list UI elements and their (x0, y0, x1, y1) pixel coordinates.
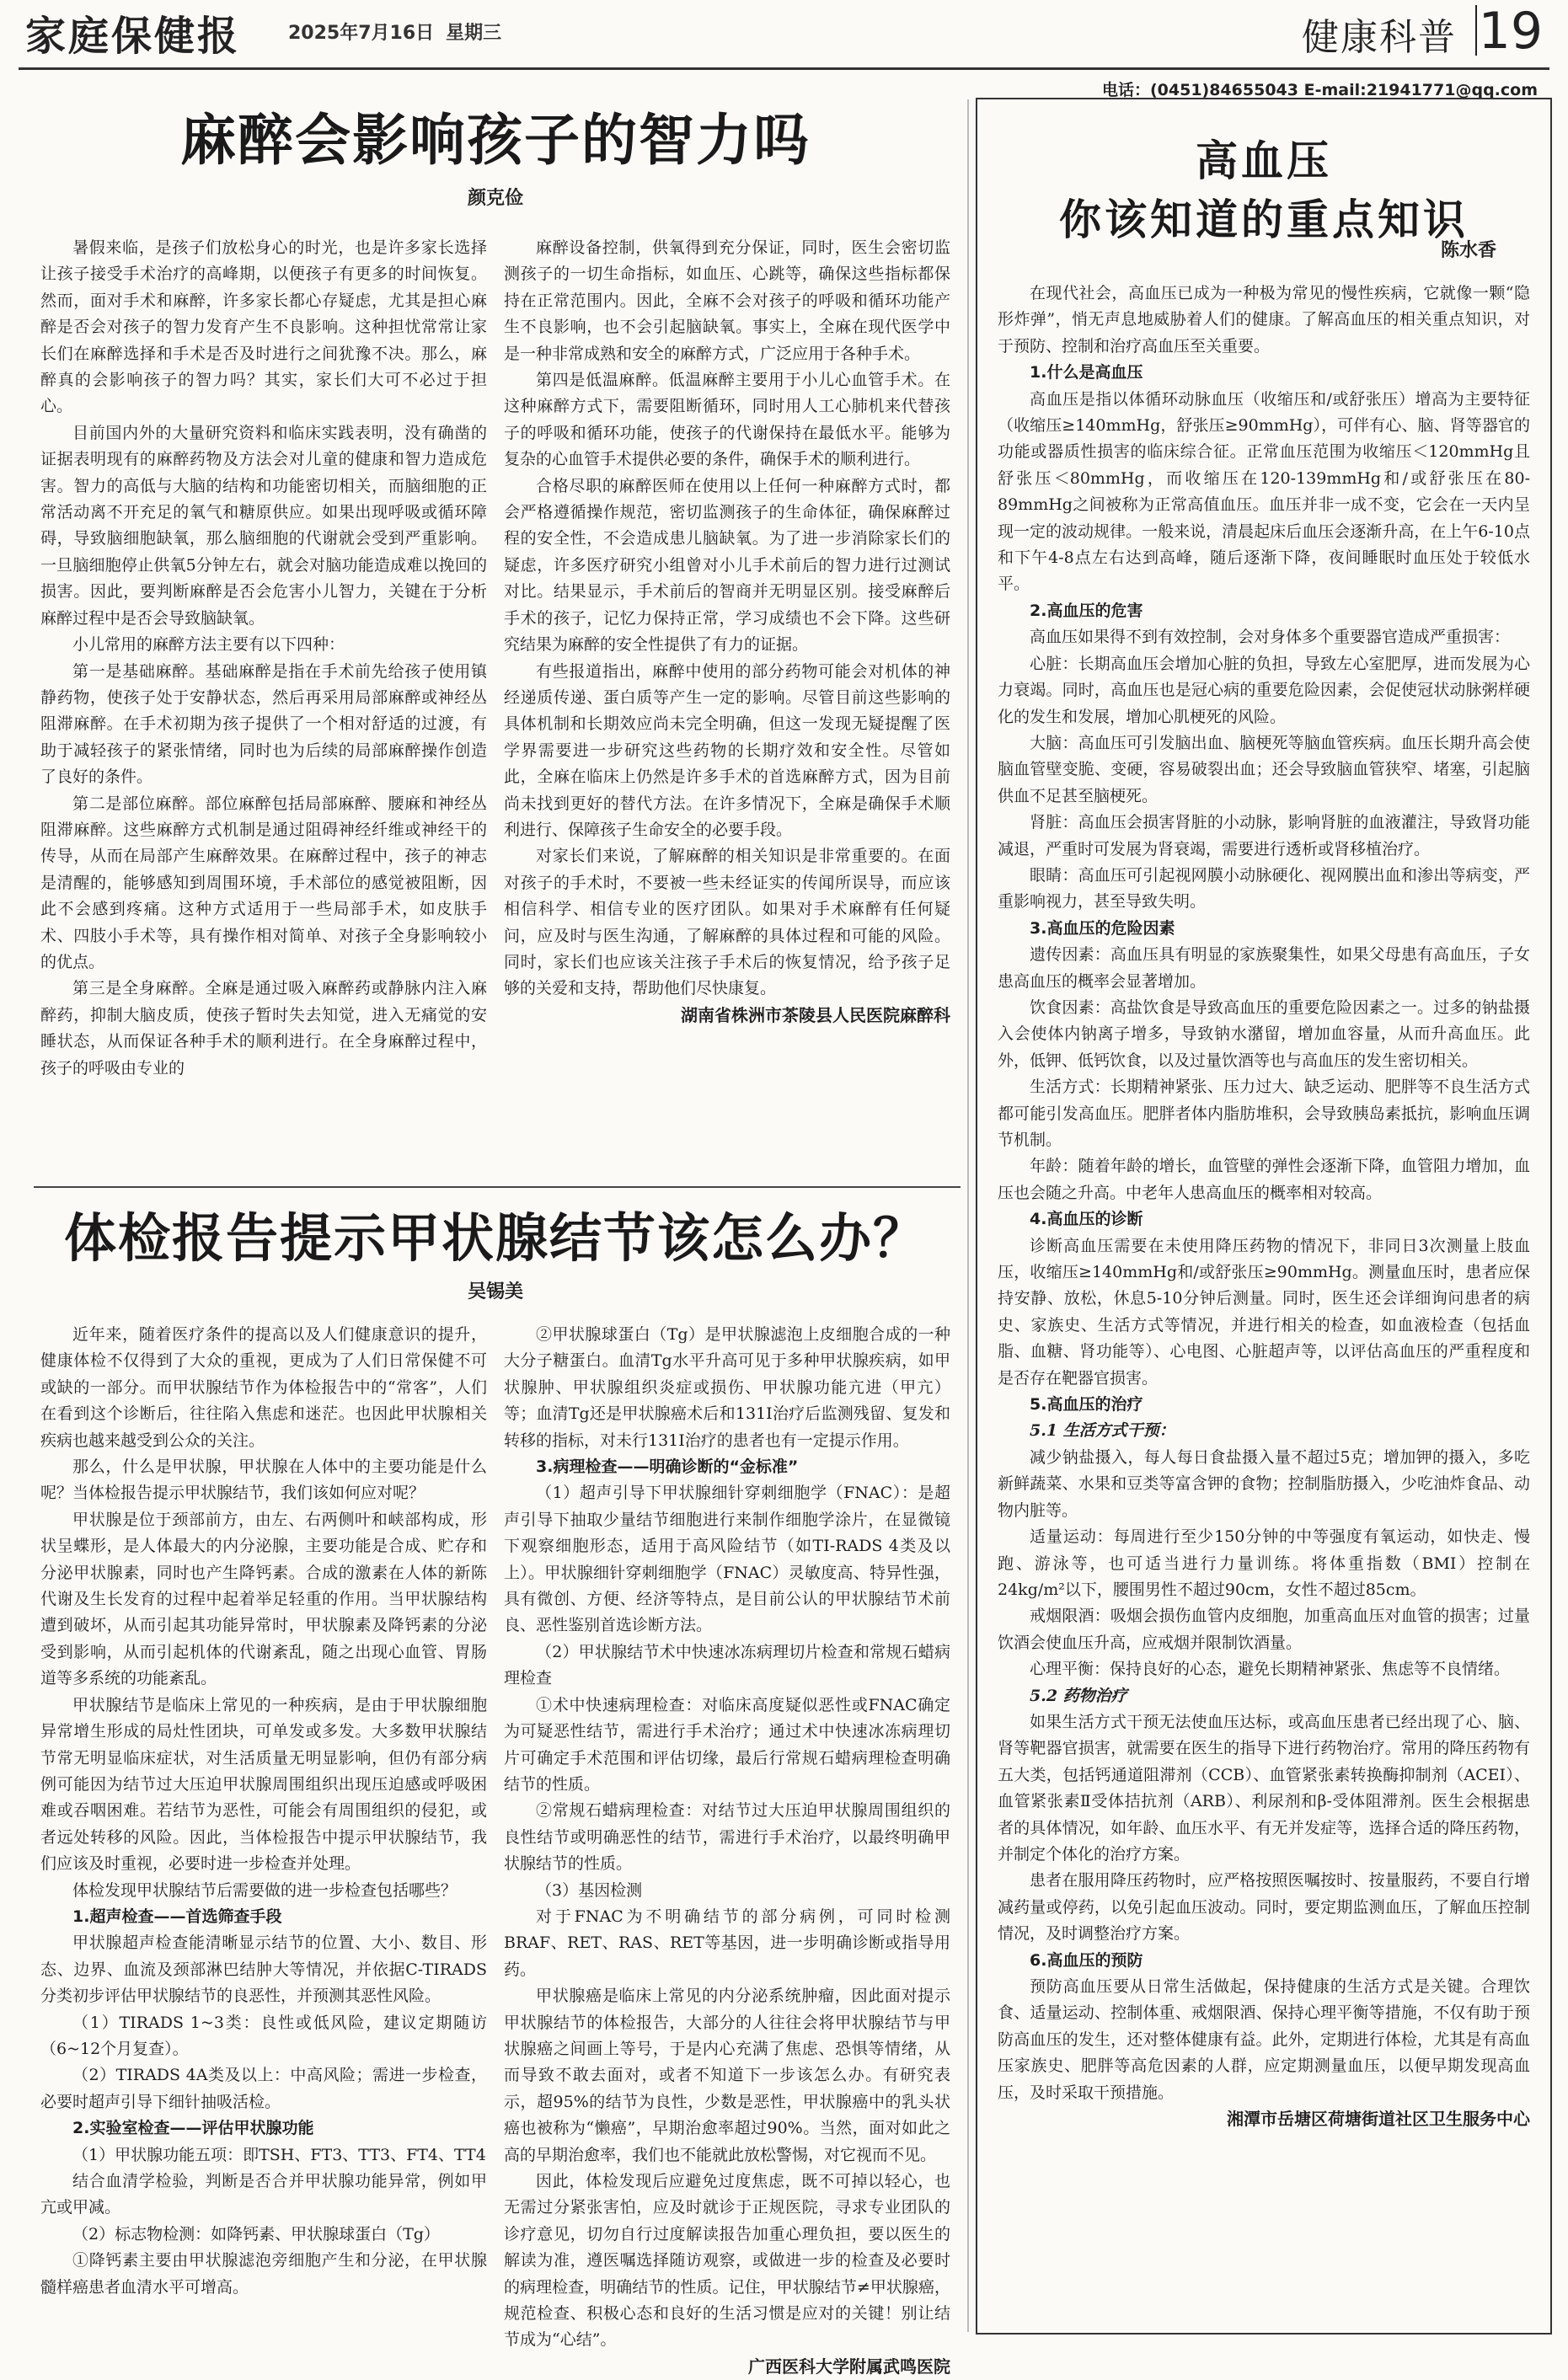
paragraph: 甲状腺癌是临床上常见的内分泌系统肿瘤，因此面对提示甲状腺结节的体检报告，大部分的人往往会将甲状腺结节与甲状腺癌之间画上等号，于是内心充满了焦虑、恐惧等情绪，从而导致不敢去面对，或者不知道下一步该怎么办。有研究表示，超95%的结节为良性，少数是恶性，甲状腺癌中的乳头状癌也被称为“懒癌”，早期治愈率超过90%。当然，面对如此之高的早期治愈率，我们也不能就此放松警惕，对它视而不见。 (504, 1987, 950, 2164)
masthead (19, 0, 1549, 71)
weekday-text: 星期三 (446, 23, 502, 44)
paragraph: ①术中快速病理检查：对临床高度疑似恶性或FNAC确定为可疑恶性结节，需进行手术治疗；通过术中快速冰冻病理切片可确定手术范围和评估切缘，最后行常规石蜡病理检查明确结节的性质。 (504, 1695, 950, 1794)
article-author: 陈水香 (1440, 240, 1496, 261)
masthead-rule (19, 67, 1549, 70)
contact-line: 电话：(0451)84655043 E-mail:21941771@qq.com (1101, 81, 1538, 99)
paragraph: 甲状腺是位于颈部前方，由左、右两侧叶和峡部构成，形状呈蝶形，是人体最大的内分泌腺，主要功能是合成、贮存和分泌甲状腺素，同时也产生降钙素。合成的激素在人体的新陈代谢及生长发育的过程中起着举足轻重的作用。当甲状腺结构遭到破坏，从而引起其功能异常时，甲状腺素及降钙素的分泌受到影响，从而引起机体的代谢紊乱，随之出现心血管、胃肠道等多系统的功能紊乱。 (40, 1510, 487, 1688)
title-line-2: 你该知道的重点知识 (1059, 195, 1469, 244)
paragraph: 第三是全身麻醉。全麻是通过吸入麻醉药或静脉内注入麻醉药，抑制大脑皮质，使孩子暂时失去知觉，进入无痛觉的安睡状态，从而保证各种手术的顺利进行。在全身麻醉过程中，孩子的呼吸由专业的 (40, 979, 487, 1078)
paragraph: 如果生活方式干预无法使血压达标，或高血压患者已经出现了心、脑、肾等靶器官损害，就需要在医生的指导下进行药物治疗。常用的降压药物有五大类，包括钙通道阻滞剂（CCB）、血管紧张素转换酶抑制剂（ACEI）、血管紧张素Ⅱ受体拮抗剂（ARB）、利尿剂和β-受体阻滞剂。医生会根据患者的具体情况，如年龄、血压水平、有无并发症等，选择合适的降压药物，并制定个体化的治疗方案。 (998, 1712, 1530, 1864)
paragraph: 生活方式：长期精神紧张、压力过大、缺乏运动、肥胖等不良生活方式都可能引发高血压。肥胖者体内脂肪堆积，会导致胰岛素抵抗，影响血压调节机制。 (998, 1078, 1530, 1149)
section-divider (34, 1186, 961, 1188)
column-separator (967, 99, 969, 2332)
article-title: 麻醉会影响孩子的智力吗 (180, 107, 811, 173)
paragraph: 甲状腺结节是临床上常见的一种疾病，是由于甲状腺细胞异常增生形成的局灶性团块，可单发或多发。大多数甲状腺结节常无明显临床症状，对生活质量无明显影响，但仍有部分病例可能因为结节过大压迫甲状腺周围组织出现压迫感或呼吸困难或吞咽困难。若结节为恶性，可能会有周围组织的侵犯，或者远处转移的风险。因此，当体检报告中提示甲状腺结节，我们应该及时重视，必要时进一步检查并处理。 (40, 1695, 487, 1874)
paragraph: 甲状腺超声检查能清晰显示结节的位置、大小、数目、形态、边界、血流及颈部淋巴结肿大等情况，并依据C-TIRADS分类初步评估甲状腺结节的良恶性，并预测其恶性风险。 (40, 1933, 487, 2006)
article-author: 颜克俭 (467, 188, 523, 209)
paragraph: 体检发现甲状腺结节后需要做的进一步检查包括哪些？ (72, 1880, 458, 1900)
paragraph: 减少钠盐摄入，每人每日食盐摄入量不超过5克；增加钾的摄入，多吃新鲜蔬菜、水果和豆类等富含钾的食物；控制脂肪摄入，少吃油炸食品、动物内脏等。 (998, 1447, 1530, 1520)
paragraph: 戒烟限酒：吸烟会损伤血管内皮细胞，加重高血压对血管的损害；过量饮酒会使血压升高，应戒烟并限制饮酒量。 (998, 1607, 1530, 1652)
author-affiliation: 广西医科大学附属武鸣医院 (748, 2356, 950, 2377)
paragraph: 目前国内外的大量研究资料和临床实践表明，没有确凿的证据表明现有的麻醉药物及方法会对儿童的健康和智力造成危害。智力的高低与大脑的结构和功能密切相关，而脑细胞的正常活动离不开充足的氧气和糖原供应。如果出现呼吸或循环障碍，导致脑细胞缺氧，那么脑细胞的代谢就会受到严重影响。一旦脑细胞停止供氧5分钟左右，就会对脑功能造成难以挽回的损害。因此，要判断麻醉是否会危害小儿智力，关键在于分析麻醉过程中是否会导致脑缺氧。 (40, 423, 487, 628)
subheading: 4.高血压的诊断 (1030, 1210, 1143, 1229)
subheading: 6.高血压的预防 (1030, 1950, 1143, 1970)
paragraph: 对家长们来说，了解麻醉的相关知识是非常重要的。在面对孩子的手术时，不要被一些未经证实的传闻所误导，而应该相信科学、相信专业的医疗团队。如果对手术麻醉有任何疑问，应及时与医生沟通，了解麻醉的具体过程和可能的风险。同时，家长们也应该关注孩子手术后的恢复情况，给予孩子足够的关爱和支持，帮助他们尽快康复。 (504, 847, 950, 998)
paragraph: 遗传因素：高血压具有明显的家族聚集性，如果父母患有高血压，子女患高血压的概率会显著增加。 (998, 945, 1530, 991)
subheading: 2.实验室检查——评估甲状腺功能 (72, 2119, 314, 2138)
paragraph: （2）标志物检测：如降钙素、甲状腺球蛋白（Tg） (72, 2224, 440, 2244)
paragraph: （3）基因检测 (536, 1880, 643, 1900)
paragraph: 预防高血压要从日常生活做起，保持健康的生活方式是关键。合理饮食、适量运动、控制体重、戒烟限酒、保持心理平衡等措施，不仅有助于预防高血压的发生，还对整体健康有益。此外，定期进行体检，尤其是有高血压家族史、肥胖等高危因素的人群，应定期测量血压，以便早期发现高血压，及时采取干预措施。 (998, 1977, 1530, 2102)
paragraph: （2）TIRADS 4A类及以上：中高风险；需进一步检查，必要时超声引导下细针抽吸活检。 (40, 2066, 487, 2111)
article-columns (40, 1322, 950, 2377)
article-anesthesia (40, 99, 950, 1182)
article-hypertension (976, 98, 1552, 2335)
article-author: 吴锡美 (467, 1281, 523, 1302)
issue-date (288, 19, 501, 45)
paragraph: 肾脏：高血压会损害肾脏的小动脉，影响肾脏的血液灌注，导致肾功能减退，严重时可发展为肾衰竭，需要进行透析或肾移植治疗。 (998, 813, 1530, 858)
paragraph: 小儿常用的麻醉方法主要有以下四种： (72, 635, 345, 655)
paragraph: 有些报道指出，麻醉中使用的部分药物可能会对机体的神经递质传递、蛋白质等产生一定的影响。尽管目前这些影响的具体机制和长期效应尚未完全明确，但这一发现无疑提醒了医学界需要进一步研究这些药物的长期疗效和安全性。尽管如此，全麻在临床上仍然是许多手术的首选麻醉方式，因为目前尚未找到更好的替代方法。在许多情况下，全麻是确保手术顺利进行、保障孩子生命安全的必要手段。 (504, 661, 950, 839)
paragraph: 合格尽职的麻醉医师在使用以上任何一种麻醉方式时，都会严格遵循操作规范，密切监测孩子的生命体征，确保麻醉过程的安全性，不会造成患儿脑缺氧。为了进一步消除家长们的疑虑，许多医疗研究小组曾对小儿手术前后的智力进行过测试对比。结果显示，手术前后的智商并无明显区别。接受麻醉后手术的孩子，记忆力保持正常，学习成绩也不会下降。这些研究结果为麻醉的安全性提供了有力的证据。 (504, 476, 950, 655)
paragraph: 对于FNAC为不明确结节的部分病例，可同时检测BRAF、RET、RAS、RET等基因，进一步明确诊断或指导用药。 (504, 1907, 950, 1979)
author-affiliation: 湘潭市岳塘区荷塘街道社区卫生服务中心 (1227, 2109, 1530, 2130)
paragraph: 结合血清学检验，判断是否合并甲状腺功能异常，例如甲亢或甲减。 (40, 2172, 487, 2217)
paragraph: （1）甲状腺功能五项：即TSH、FT3、TT3、FT4、TT4 (72, 2145, 486, 2164)
article-title (998, 131, 1530, 249)
paragraph: 心脏：长期高血压会增加心脏的负担，导致左心室肥厚，进而发展为心力衰竭。同时，高血压也是冠心病的重要危险因素，会促使冠状动脉粥样硬化的发生和发展，增加心肌梗死的风险。 (998, 654, 1530, 726)
paragraph: ①降钙素主要由甲状腺滤泡旁细胞产生和分泌，在甲状腺髓样癌患者血清水平可增高。 (40, 2251, 487, 2297)
masthead-separator (1475, 5, 1477, 56)
paragraph: 眼睛：高血压可引起视网膜小动脉硬化、视网膜出血和渗出等病变，严重影响视力，甚至导致失明。 (998, 865, 1530, 912)
paragraph: 第二是部位麻醉。部位麻醉包括局部麻醉、腰麻和神经丛阻滞麻醉。这些麻醉方式机制是通过阻碍神经纤维或神经干的传导，从而在局部产生麻醉效果。在麻醉过程中，孩子的神志是清醒的，能够感知到周围环境，手术部位的感觉被阻断，因此不会感到疼痛。这种方式适用于一些局部手术，如皮肤手术、四肢小手术等，具有操作相对简单、对孩子全身影响较小的优点。 (40, 794, 487, 971)
paragraph: 饮食因素：高盐饮食是导致高血压的重要危险因素之一。过多的钠盐摄入会使体内钠离子增多，导致钠水潴留，增加血容量，从而升高血压。此外，低钾、低钙饮食，以及过量饮酒等也与高血压的发生密切相关。 (998, 997, 1530, 1070)
subheading: 3.病理检查——明确诊断的“金标准” (536, 1457, 799, 1477)
article-thyroid (40, 1200, 950, 2377)
subheading: 3.高血压的危险因素 (1030, 918, 1175, 938)
subheading: 1.什么是高血压 (1030, 363, 1143, 382)
section-name: 健康科普 (1302, 16, 1457, 59)
subheading: 5.高血压的治疗 (1030, 1395, 1143, 1415)
paragraph: 第一是基础麻醉。基础麻醉是指在手术前先给孩子使用镇静药物，使孩子处于安静状态，然后再采用局部麻醉或神经丛阻滞麻醉。在手术初期为孩子提供了一个相对舒适的过渡，有助于减轻孩子的紧张情绪，同时也为后续的局部麻醉操作创造了良好的条件。 (40, 661, 487, 787)
paragraph: （1）超声引导下甲状腺细针穿刺细胞学（FNAC）：是超声引导下抽取少量结节细胞进行来制作细胞学涂片，在显微镜下观察细胞形态，适用于高风险结节（如TI-RADS 4类及以上）。甲状腺细针穿刺细胞学（FNAC）灵敏度高、特异性强，具有微创、方便、经济等特点，是目前公认的甲状腺结节术前良、恶性鉴别首选诊断方法。 (504, 1484, 950, 1635)
date-text: 2025年7月16日 (288, 23, 435, 44)
paragraph: 那么，什么是甲状腺，甲状腺在人体中的主要功能是什么呢？当体检报告提示甲状腺结节，我们该如何应对呢？ (40, 1457, 487, 1503)
paragraph: 近年来，随着医疗条件的提高以及人们健康意识的提升，健康体检不仅得到了大众的重视，更成为了人们日常保健不可或缺的一部分。而甲状腺结节作为体检报告中的“常客”，人们在看到这个诊断后，往往陷入焦虑和迷茫。也因此甲状腺相关疾病也越来越受到公众的关注。 (40, 1325, 487, 1450)
article-column-left (40, 1322, 487, 2324)
article-columns (40, 235, 950, 1170)
article-column-right (504, 235, 950, 1170)
subheading: 2.高血压的危害 (1030, 601, 1143, 620)
paragraph: 诊断高血压需要在未使用降压药物的情况下，非同日3次测量上肢血压，收缩压≥140mmHg和/或舒张压≥90mmHg。测量血压时，患者应保持安静、放松，休息5-10分钟后测量。同时，医生还会详细询问患者的病史、家族史、生活方式等情况，并进行相关的检查，如血液检查（包括血脂、血糖、肾功能等）、心电图、心脏超声等，以评估高血压的严重程度和是否存在靶器官损害。 (998, 1236, 1530, 1388)
paragraph: ②甲状腺球蛋白（Tg）是甲状腺滤泡上皮细胞合成的一种大分子糖蛋白。血清Tg水平升高可见于多种甲状腺疾病，如甲状腺肿、甲状腺组织炎症或损伤、甲状腺功能亢进（甲亢）等；血清Tg还是甲状腺癌术后和131I治疗后监测残留、复发和转移的指标，对未行131I治疗的患者也有一定提示作用。 (504, 1325, 950, 1450)
paragraph: 心理平衡：保持良好的心态，避免长期精神紧张、焦虑等不良情绪。 (1030, 1660, 1511, 1679)
paragraph: ②常规石蜡病理检查：对结节过大压迫甲状腺周围组织的良性结节或明确恶性的结节，需进行手术治疗，以最终明确甲状腺结节的性质。 (504, 1801, 950, 1874)
paragraph: 高血压是指以体循环动脉血压（收缩压和/或舒张压）增高为主要特征（收缩压≥140mmHg，舒张压≥90mmHg），可伴有心、脑、肾等器官的功能或器质性损害的临床综合征。正常血压范围为收缩压＜120mmHg且舒张压＜80mmHg，而收缩压在120-139mmHg和/或舒张压在80-89mmHg之间被称为正常高值血压。血压并非一成不变，它会在一天内呈现一定的波动规律。一般来说，清晨起床后血压会逐渐升高，在上午6-10点和下午4-8点左右达到高峰，随后逐渐下降，夜间睡眠时血压处于较低水平。 (998, 389, 1530, 594)
paragraph: 大脑：高血压可引发脑出血、脑梗死等脑血管疾病。血压长期升高会使脑血管壁变脆、变硬，容易破裂出血；还会导致脑血管狭窄、堵塞，引起脑供血不足甚至脑梗死。 (998, 733, 1530, 805)
subheading: 1.超声检查——首选筛查手段 (72, 1907, 282, 1926)
title-line-1: 高血压 (1196, 136, 1332, 185)
paragraph: 暑假来临，是孩子们放松身心的时光，也是许多家长选择让孩子接受手术治疗的高峰期，以便孩子有更多的时间恢复。然而，面对手术和麻醉，许多家长都心存疑虑，尤其是担心麻醉是否会对孩子的智力发育产生不良影响。这种担忧常常让家长们在麻醉选择和手术是否及时进行之间犹豫不决。那么，麻醉真的会影响孩子的智力吗？其实，家长们大可不必过于担心。 (40, 238, 487, 416)
paragraph: 患者在服用降压药物时，应严格按照医嘱按时、按量服药，不要自行增减药量或停药，以免引起血压波动。同时，要定期监测血压，了解血压控制情况，及时调整治疗方案。 (998, 1871, 1530, 1944)
paragraph: （2）甲状腺结节术中快速冰冻病理切片检查和常规石蜡病理检查 (504, 1642, 950, 1688)
article-title: 体检报告提示甲状腺结节该怎么办？ (63, 1207, 927, 1269)
subheading: 5.2 药物治疗 (1030, 1686, 1127, 1705)
paragraph: 在现代社会，高血压已成为一种极为常见的慢性疾病，它就像一颗“隐形炸弹”，悄无声息地威胁着人们的健康。了解高血压的相关重点知识，对于预防、控制和治疗高血压至关重要。 (998, 284, 1530, 356)
paragraph: 麻醉设备控制，供氧得到充分保证，同时，医生会密切监测孩子的一切生命指标，如血压、心跳等，确保这些指标都保持在正常范围内。因此，全麻不会对孩子的呼吸和循环功能产生不良影响，也不会引起脑缺氧。事实上，全麻在现代医学中是一种非常成熟和安全的麻醉方式，广泛应用于各种手术。 (504, 238, 950, 363)
article-column-right (504, 1322, 950, 2377)
subheading: 5.1 生活方式干预： (1030, 1421, 1175, 1441)
paragraph: 因此，体检发现后应避免过度焦虑，既不可掉以轻心，也无需过分紧张害怕，应及时就诊于正规医院，寻求专业团队的诊疗意见，切勿自行过度解读报告加重心理负担，要以医生的解读为准，遵医嘱选择随访观察，或做进一步的检查及必要时的病理检查，明确结节的性质。记住，甲状腺结节≠甲状腺癌，规范检查、积极心态和良好的生活习惯是应对的关键！别让结节成为“心结”。 (504, 2172, 950, 2350)
paragraph: 年龄：随着年龄的增长，血管壁的弹性会逐渐下降，血管阻力增加，血压也会随之升高。中老年人患高血压的概率相对较高。 (998, 1157, 1530, 1202)
paper-name: 家庭保健报 (25, 13, 241, 60)
article-column-left (40, 235, 487, 1170)
article-column (998, 281, 1530, 2328)
paragraph: 适量运动：每周进行至少150分钟的中等强度有氧运动，如快走、慢跑、游泳等，也可适当进行力量训练。将体重指数（BMI）控制在24kg/m²以下，腰围男性不超过90cm，女性不超过85cm。 (998, 1527, 1530, 1599)
paragraph: （1）TIRADS 1~3类：良性或低风险，建议定期随访（6~12个月复查）。 (40, 2013, 487, 2058)
paragraph: 第四是低温麻醉。低温麻醉主要用于小儿心血管手术。在这种麻醉方式下，需要阻断循环，同时用人工心肺机来代替孩子的呼吸和循环功能，使孩子的代谢保持在最低水平。能够为复杂的心血管手术提供必要的条件，确保手术的顺利进行。 (504, 371, 950, 469)
author-affiliation: 湖南省株洲市茶陵县人民医院麻醉科 (681, 1004, 950, 1025)
page-number: 19 (1478, 2, 1543, 61)
paragraph: 高血压如果得不到有效控制，会对身体多个重要器官造成严重损害： (1030, 628, 1511, 647)
